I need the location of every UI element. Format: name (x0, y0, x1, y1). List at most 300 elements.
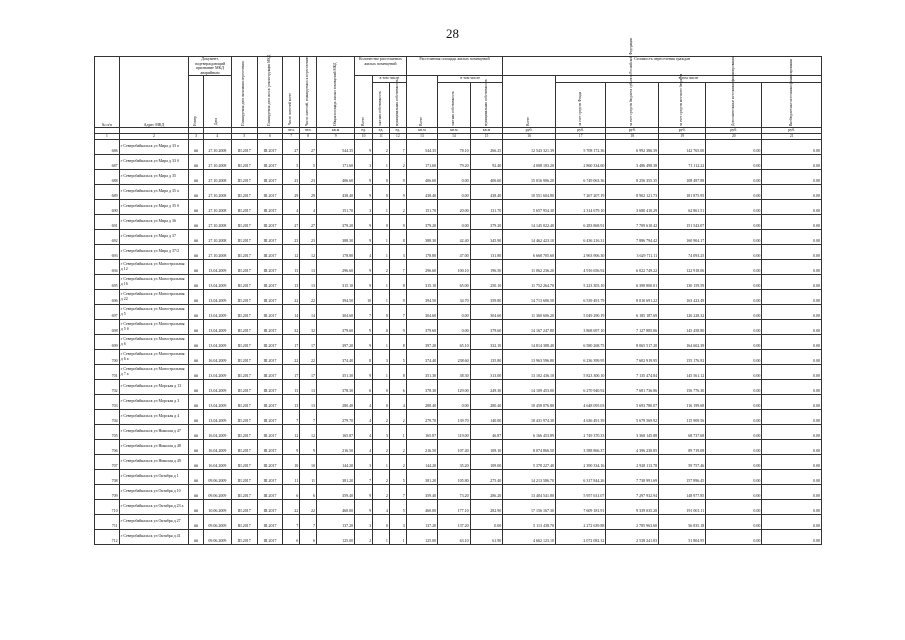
cell-sq-priv: 0.00 (438, 214, 471, 229)
header-col-10: Всего (355, 76, 373, 128)
cell-cost-ext: 0.00 (762, 334, 822, 349)
cell-docno: ## (189, 229, 204, 244)
cell-cost-add: 0.00 (706, 349, 762, 364)
cell-cost-fund: 6 580 268.75 (555, 334, 605, 349)
header-unit-cell: руб. (706, 128, 762, 134)
table-row (95, 409, 822, 424)
cell-res-plan: 13 (300, 379, 317, 394)
cell-sq-all: 171.60 (406, 154, 437, 169)
cell-rooms-mun: 9 (389, 169, 406, 184)
cell-cost-fund: 5 223 305.10 (555, 274, 605, 289)
cell-cost-ext: 0.00 (762, 394, 822, 409)
cell-sq-all: 280.40 (406, 394, 437, 409)
cell-cost-local: 145 458.80 (659, 319, 706, 334)
cell-sq-priv: 119.00 (438, 424, 471, 439)
cell-rooms-all: 9 (355, 274, 373, 289)
cell-cost-ext: 0.00 (762, 454, 822, 469)
cell-date: 13.04.2009 (203, 394, 231, 409)
header-colnum-cell: 19 (659, 134, 706, 140)
cell-cost-all: 8 074 866.50 (503, 439, 556, 454)
cell-cost-local: 89 719.08 (659, 439, 706, 454)
cell-sq-priv: 34.70 (438, 289, 471, 304)
cell-cost-ext: 0.00 (762, 259, 822, 274)
header-colnum-cell: 7 (283, 134, 300, 140)
cell-cost-all: 5 378 227.40 (503, 454, 556, 469)
cell-area-total: 359.40 (317, 484, 355, 499)
cell-sq-all: 165.87 (406, 424, 437, 439)
cell-area-total: 178.80 (317, 244, 355, 259)
header-col-19: за счет средств местного бюджета (659, 83, 706, 128)
cell-sq-priv: 78.10 (438, 139, 471, 154)
cell-demo: III.2017 (257, 379, 283, 394)
cell-rooms-all: 6 (355, 379, 373, 394)
cell-n: 686 (95, 139, 120, 154)
cell-end: III.2017 (231, 454, 257, 469)
cell-sq-all: 151.70 (406, 199, 437, 214)
cell-cost-fund: 2 072 082.32 (555, 529, 605, 544)
cell-cost-ext: 0.00 (762, 484, 822, 499)
cell-rooms-all: 3 (355, 154, 373, 169)
cell-end: III.2017 (231, 394, 257, 409)
cell-sq-all: 144.20 (406, 454, 437, 469)
cell-addr: г Северобайкальск ул Мира д 37 (119, 229, 189, 244)
cell-cost-local: 56 835.18 (659, 514, 706, 529)
cell-cost-local: 68 737.68 (659, 424, 706, 439)
cell-sq-priv: 63.10 (438, 529, 471, 544)
cell-cost-fund: 6 236 399.95 (555, 349, 605, 364)
header-col-9: Общая площадь жилых помещений МКД (317, 57, 355, 128)
cell-rooms-mun: 8 (389, 229, 406, 244)
cell-docno: ## (189, 199, 204, 214)
cell-rooms-priv: 4 (373, 499, 390, 514)
cell-cost-fund: 2 860 334.60 (555, 154, 605, 169)
cell-res-plan: 6 (300, 484, 317, 499)
cell-area-total: 460.00 (317, 499, 355, 514)
cell-sq-all: 381.20 (406, 469, 437, 484)
cell-cost-add: 0.00 (706, 244, 762, 259)
cell-demo: III.2017 (257, 184, 283, 199)
cell-demo: III.2017 (257, 484, 283, 499)
cell-n: 688 (95, 169, 120, 184)
table-row (95, 379, 822, 394)
cell-cost-all: 6 668 705.60 (503, 244, 556, 259)
cell-rooms-priv: 0 (373, 379, 390, 394)
cell-cost-all: 4 662 123.10 (503, 529, 556, 544)
cell-rooms-mun: 7 (389, 304, 406, 319)
cell-cost-fund: 6 436 216.31 (555, 229, 605, 244)
cell-cost-ext: 0.00 (762, 244, 822, 259)
cell-cost-all: 13 963 596.80 (503, 349, 556, 364)
cell-res-plan: 5 (300, 154, 317, 169)
cell-rooms-all: 7 (355, 304, 373, 319)
cell-sq-priv: 20.00 (438, 199, 471, 214)
cell-rooms-all: 2 (355, 529, 373, 544)
cell-sq-mun: 379.20 (470, 214, 503, 229)
cell-cost-local: 164 602.39 (659, 334, 706, 349)
header-unit-cell: кв.м (438, 128, 471, 134)
cell-rooms-all: 9 (355, 184, 373, 199)
cell-cost-ext: 0.00 (762, 319, 822, 334)
cell-res-all: 9 (283, 439, 300, 454)
cell-cost-ext: 0.00 (762, 289, 822, 304)
cell-docno: ## (189, 319, 204, 334)
cell-demo: III.2017 (257, 154, 283, 169)
cell-date: 16.04.2009 (203, 424, 231, 439)
cell-sq-priv: 238.60 (438, 349, 471, 364)
header-colnum-cell: 8 (300, 134, 317, 140)
page-number: 28 (446, 26, 459, 41)
cell-demo: III.2017 (257, 424, 283, 439)
cell-date: 13.04.2009 (203, 379, 231, 394)
cell-cost-local: 51 804.95 (659, 529, 706, 544)
cell-rooms-all: 9 (355, 139, 373, 154)
cell-demo: III.2017 (257, 229, 283, 244)
cell-docno: ## (189, 484, 204, 499)
header-unit-cell: руб. (503, 128, 556, 134)
cell-end: III.2017 (231, 424, 257, 439)
cell-rooms-all: 10 (355, 289, 373, 304)
cell-sq-mun: 379.60 (470, 319, 503, 334)
cell-n: 710 (95, 499, 120, 514)
cell-cost-add: 0.00 (706, 484, 762, 499)
cell-addr: г Северобайкальск ул Мира д 37/2 (119, 244, 189, 259)
cell-cost-add: 0.00 (706, 199, 762, 214)
cell-docno: ## (189, 439, 204, 454)
cell-sq-priv: 73.20 (438, 484, 471, 499)
cell-cost-ext: 0.00 (762, 139, 822, 154)
header-col-15: муниципальная собственность (470, 83, 503, 128)
cell-rooms-priv: 3 (373, 349, 390, 364)
cell-date: 27.10.2008 (203, 139, 231, 154)
cell-rooms-priv: 1 (373, 229, 390, 244)
cell-rooms-mun: 9 (389, 214, 406, 229)
cell-rooms-mun: 6 (389, 379, 406, 394)
cell-sq-priv: 47.00 (438, 244, 471, 259)
cell-cost-add: 0.00 (706, 499, 762, 514)
cell-date: 09.06.2009 (203, 469, 231, 484)
cell-end: III.2017 (231, 334, 257, 349)
header-colnum-cell: 12 (389, 134, 406, 140)
cell-docno: ## (189, 304, 204, 319)
cell-n: 693 (95, 244, 120, 259)
cell-n: 692 (95, 229, 120, 244)
cell-demo: III.2017 (257, 469, 283, 484)
header-col-2: Адрес МКД (119, 57, 189, 128)
cell-area-total: 304.60 (317, 304, 355, 319)
cell-end: III.2017 (231, 364, 257, 379)
cell-rooms-priv: 1 (373, 289, 390, 304)
cell-sq-mun: 109.10 (470, 439, 503, 454)
cell-area-total: 378.30 (317, 379, 355, 394)
cell-cost-ext: 0.00 (762, 274, 822, 289)
header-group-area: Расселяемая площадь жилых помещений (406, 57, 502, 76)
cell-cost-local: 155 176.92 (659, 349, 706, 364)
cell-cost-all: 14 213 586.70 (503, 469, 556, 484)
cell-end: III.2017 (231, 514, 257, 529)
header-colnum-cell: 21 (762, 134, 822, 140)
cell-sq-all: 304.60 (406, 304, 437, 319)
cell-res-all: 7 (283, 409, 300, 424)
cell-cost-all: 13 404 541.80 (503, 484, 556, 499)
cell-cost-region: 3 680 410.29 (606, 199, 659, 214)
header-unit-cell: руб. (555, 128, 605, 134)
cell-rooms-priv: 2 (373, 484, 390, 499)
header-unit-cell: чел. (300, 128, 317, 134)
header-col-1: № п/п (95, 57, 120, 128)
cell-n: 690 (95, 199, 120, 214)
table-row (95, 439, 822, 454)
cell-area-total: 381.20 (317, 469, 355, 484)
cell-rooms-mun: 4 (389, 394, 406, 409)
cell-area-total: 125.00 (317, 529, 355, 544)
cell-addr: г Северобайкальск ул Николая д 47 (119, 424, 189, 439)
header-area-sub: в том числе (438, 76, 503, 83)
cell-demo: III.2017 (257, 274, 283, 289)
cell-sq-all: 351.30 (406, 364, 437, 379)
cell-cost-region: 8 010 691.22 (606, 289, 659, 304)
cell-cost-add: 0.00 (706, 154, 762, 169)
cell-cost-local: 156 776.30 (659, 379, 706, 394)
cell-demo: III.2017 (257, 514, 283, 529)
cell-sq-priv: 129.00 (438, 379, 471, 394)
cell-res-all: 4 (283, 199, 300, 214)
cell-demo: III.2017 (257, 529, 283, 544)
cell-addr: г Северобайкальск ул Магистральная д 22 (119, 289, 189, 304)
header-colnum-cell: 13 (406, 134, 437, 140)
cell-cost-region: 8 256 355.35 (606, 169, 659, 184)
cell-cost-add: 0.00 (706, 259, 762, 274)
cell-docno: ## (189, 334, 204, 349)
header-col-12: муниципальная собственность (389, 83, 406, 128)
cell-cost-fund: 3 588 866.37 (555, 439, 605, 454)
cell-cost-all: 12 543 321.39 (503, 139, 556, 154)
cell-end: III.2017 (231, 154, 257, 169)
table-row (95, 514, 822, 529)
cell-res-all: 10 (283, 454, 300, 469)
cell-end: III.2017 (231, 529, 257, 544)
cell-cost-region: 8 065 517.20 (606, 334, 659, 349)
cell-res-all: 11 (283, 469, 300, 484)
cell-demo: III.2017 (257, 409, 283, 424)
header-colnum-cell: 10 (355, 134, 373, 140)
cell-sq-priv: 137.20 (438, 514, 471, 529)
cell-area-total: 165.87 (317, 424, 355, 439)
cell-n: 700 (95, 349, 120, 364)
cell-cost-fund: 5 823 300.10 (555, 364, 605, 379)
header-colnum-cell: 6 (257, 134, 283, 140)
cell-rooms-mun: 7 (389, 484, 406, 499)
cell-demo: III.2017 (257, 289, 283, 304)
cell-n: 712 (95, 529, 120, 544)
cell-sq-all: 406.60 (406, 169, 437, 184)
cell-rooms-priv: 2 (373, 469, 390, 484)
cell-date: 13.04.2009 (203, 304, 231, 319)
cell-docno: ## (189, 394, 204, 409)
cell-res-plan: 32 (300, 319, 317, 334)
header-col-21: Внебюджетные источники финансирования (762, 83, 822, 128)
table-row (95, 274, 822, 289)
cell-addr: г Северобайкальск ул Мира д 35 б (119, 199, 189, 214)
cell-date: 16.04.2009 (203, 349, 231, 364)
cell-res-plan: 7 (300, 409, 317, 424)
cell-sq-priv: 105.80 (438, 469, 471, 484)
header-col-8: Число жителей, планируемых к переселению (300, 57, 317, 128)
cell-addr: г Северобайкальск ул Морская д 3 (119, 394, 189, 409)
cell-rooms-all: 9 (355, 334, 373, 349)
cell-cost-fund: 2 390 334.16 (555, 454, 605, 469)
cell-cost-region: 5 679 569.92 (606, 409, 659, 424)
header-group-doc: Документ, подтверждающий признание МКД аварийным (189, 57, 232, 76)
cell-addr: г Северобайкальск ул Октября д 41 (119, 529, 189, 544)
cell-rooms-priv: 1 (373, 454, 390, 469)
cell-area-total: 379.20 (317, 214, 355, 229)
cell-rooms-all: 9 (355, 169, 373, 184)
header-col-17: за счет средств Фонда (555, 83, 605, 128)
cell-end: III.2017 (231, 304, 257, 319)
cell-date: 13.04.2009 (203, 259, 231, 274)
header-col-13: Всего (406, 76, 437, 128)
table-row (95, 319, 822, 334)
cell-cost-all: 6 166 453.89 (503, 424, 556, 439)
cell-sq-all: 125.00 (406, 529, 437, 544)
cell-rooms-all: 9 (355, 484, 373, 499)
cell-cost-region: 6 022 749.22 (606, 259, 659, 274)
cell-cost-region: 7 135 474.84 (606, 364, 659, 379)
cell-sq-priv: 35.20 (438, 454, 471, 469)
cell-end: III.2017 (231, 199, 257, 214)
cell-sq-all: 137.20 (406, 514, 437, 529)
header-colnum-cell: 11 (373, 134, 390, 140)
header-unit-cell: кв.м (470, 128, 503, 134)
cell-sq-all: 378.30 (406, 379, 437, 394)
cell-sq-all: 374.40 (406, 349, 437, 364)
cell-res-all: 13 (283, 274, 300, 289)
cell-rooms-priv: 1 (373, 274, 390, 289)
cell-date: 13.04.2009 (203, 334, 231, 349)
cell-rooms-all: 4 (355, 394, 373, 409)
cell-addr: г Северобайкальск ул Октября д 10 (119, 484, 189, 499)
header-unit-cell: кв.м (406, 128, 437, 134)
cell-docno: ## (189, 514, 204, 529)
cell-rooms-mun: 3 (389, 514, 406, 529)
cell-cost-add: 0.00 (706, 454, 762, 469)
cell-cost-region: 7 886 794.42 (606, 229, 659, 244)
cell-n: 707 (95, 454, 120, 469)
cell-date: 16.04.2009 (203, 454, 231, 469)
cell-area-total: 151.70 (317, 199, 355, 214)
header-unit-cell: руб. (762, 128, 822, 134)
cell-area-total: 438.40 (317, 184, 355, 199)
cell-sq-mun: 61.90 (470, 529, 503, 544)
cell-cost-ext: 0.00 (762, 214, 822, 229)
cell-n: 706 (95, 439, 120, 454)
cell-cost-fund: 7 609 181.91 (555, 499, 605, 514)
cell-rooms-priv: 1 (373, 529, 390, 544)
table-row (95, 529, 822, 544)
resettlement-register-table (94, 37, 822, 545)
cell-cost-fund: 5 708 172.36 (555, 139, 605, 154)
cell-res-all: 13 (283, 394, 300, 409)
cell-cost-local: 191 001.11 (659, 499, 706, 514)
cell-rooms-all: 9 (355, 229, 373, 244)
cell-area-total: 394.50 (317, 289, 355, 304)
cell-res-plan: 11 (300, 469, 317, 484)
header-colnum-cell: 5 (231, 134, 257, 140)
cell-cost-region: 7 297 932.94 (606, 484, 659, 499)
cell-sq-mun: 275.40 (470, 469, 503, 484)
cell-n: 691 (95, 214, 120, 229)
cell-res-plan: 23 (300, 229, 317, 244)
cell-sq-all: 315.10 (406, 274, 437, 289)
cell-cost-fund: 6 749 063.36 (555, 169, 605, 184)
cell-addr: г Северобайкальск ул Магистральная д 5 (119, 304, 189, 319)
cell-res-plan: 12 (300, 244, 317, 259)
cell-sq-mun: 249.30 (470, 379, 503, 394)
cell-rooms-priv: 1 (373, 364, 390, 379)
cell-cost-local: 160 904.17 (659, 229, 706, 244)
cell-sq-mun: 438.40 (470, 184, 503, 199)
cell-res-plan: 22 (300, 289, 317, 304)
header-col-18: за счет средств бюджета субъекта Российской Федерации (606, 83, 659, 128)
header-col-20: Дополнительные источники финансирования (706, 83, 762, 128)
cell-area-total: 351.30 (317, 364, 355, 379)
cell-area-total: 216.50 (317, 439, 355, 454)
cell-cost-fund: 2 749 370.33 (555, 424, 605, 439)
cell-area-total: 144.20 (317, 454, 355, 469)
cell-cost-all: 14 167 247.80 (503, 319, 556, 334)
cell-end: III.2017 (231, 379, 257, 394)
cell-sq-all: 379.20 (406, 214, 437, 229)
cell-date: 27.10.2008 (203, 244, 231, 259)
header-unit-cell: чел. (283, 128, 300, 134)
cell-docno: ## (189, 169, 204, 184)
cell-cost-all: 17 156 167.30 (503, 499, 556, 514)
cell-cost-fund: 5 049 290.19 (555, 304, 605, 319)
header-group-cost: Стоимость переселения граждан (503, 57, 822, 76)
cell-docno: ## (189, 424, 204, 439)
cell-cost-region: 6 398 800.01 (606, 274, 659, 289)
cell-cost-region: 7 709 610.42 (606, 214, 659, 229)
cell-cost-ext: 0.00 (762, 409, 822, 424)
cell-sq-all: 388.30 (406, 229, 437, 244)
cell-res-all: 32 (283, 319, 300, 334)
header-unit-cell: руб. (606, 128, 659, 134)
cell-date: 16.04.2009 (203, 439, 231, 454)
cell-rooms-priv: 1 (373, 334, 390, 349)
cell-rooms-mun: 2 (389, 439, 406, 454)
cell-demo: III.2017 (257, 169, 283, 184)
cell-addr: г Северобайкальск ул Мира д 36 (119, 214, 189, 229)
cell-rooms-mun: 2 (389, 409, 406, 424)
cell-n: 704 (95, 409, 120, 424)
cell-sq-mun: 280.40 (470, 394, 503, 409)
cell-n: 705 (95, 424, 120, 439)
cell-n: 694 (95, 259, 120, 274)
cell-cost-local: 122 918.06 (659, 259, 706, 274)
cell-rooms-mun: 2 (389, 154, 406, 169)
cell-addr: г Северобайкальск ул Магистральная д 12 (119, 259, 189, 274)
cell-res-plan: 14 (300, 304, 317, 319)
cell-cost-local: 157 896.45 (659, 469, 706, 484)
cell-sq-mun: 46.87 (470, 424, 503, 439)
table-row (95, 259, 822, 274)
cell-docno: ## (189, 214, 204, 229)
cell-rooms-priv: 0 (373, 394, 390, 409)
cell-area-total: 279.70 (317, 409, 355, 424)
header-colnum-cell: 17 (555, 134, 605, 140)
header-colnum-cell: 3 (189, 134, 204, 140)
cell-rooms-priv: 1 (373, 154, 390, 169)
